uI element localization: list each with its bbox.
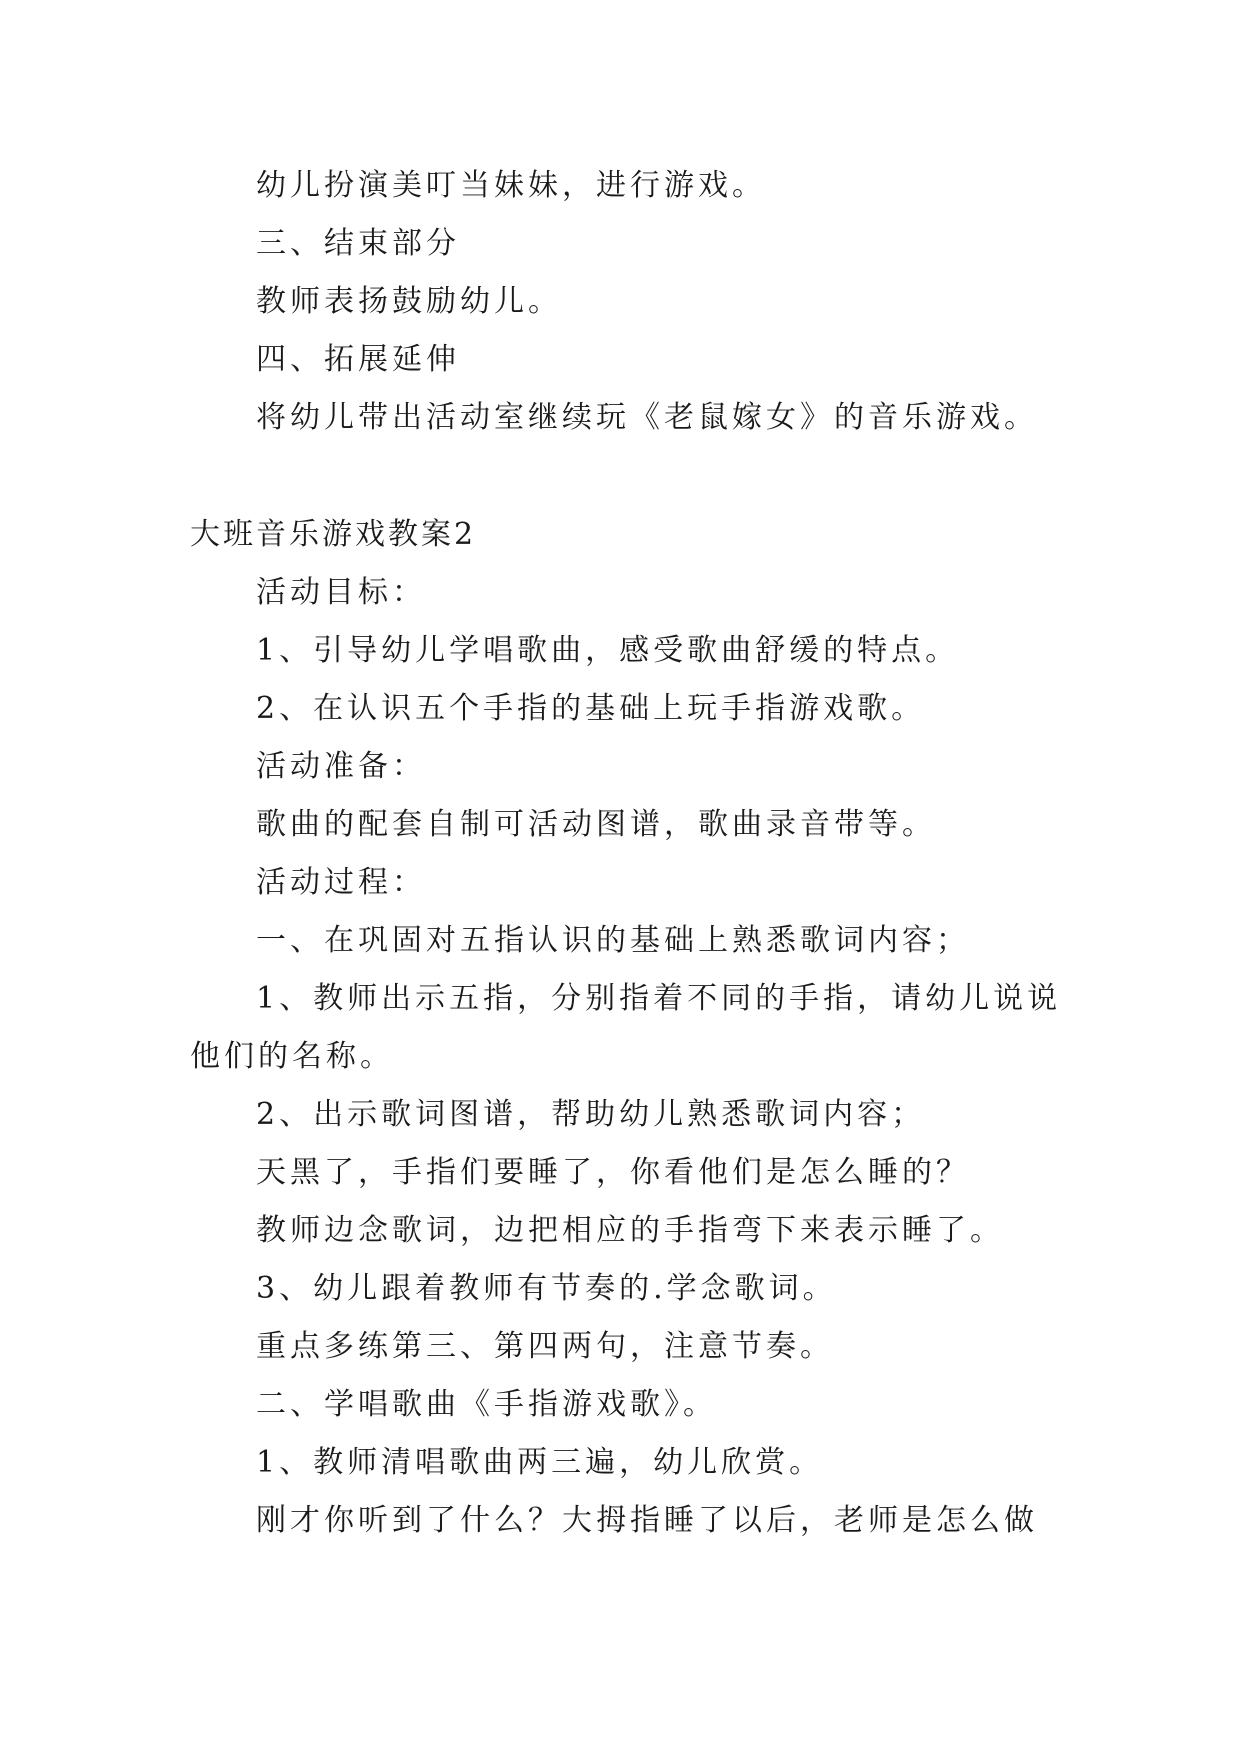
- paragraph-line: 一、在巩固对五指认识的基础上熟悉歌词内容；: [256, 923, 970, 958]
- paragraph-line: 教师表扬鼓励幼儿。: [256, 284, 562, 319]
- paragraph-line: 教师边念歌词，边把相应的手指弯下来表示睡了。: [256, 1213, 1004, 1248]
- paragraph-line: 幼儿扮演美叮当妹妹，进行游戏。: [256, 168, 766, 203]
- paragraph-line: 刚才你听到了什么？大拇指睡了以后，老师是怎么做: [256, 1503, 1038, 1538]
- paragraph-line: 1、教师清唱歌曲两三遍，幼儿欣赏。: [256, 1445, 824, 1480]
- section-heading: 四、拓展延伸: [256, 342, 460, 377]
- section-heading: 活动准备：: [256, 749, 426, 784]
- paragraph-line: 歌曲的配套自制可活动图谱，歌曲录音带等。: [256, 807, 936, 842]
- paragraph-line: 2、出示歌词图谱，帮助幼儿熟悉歌词内容；: [256, 1097, 926, 1132]
- paragraph-line: 2、在认识五个手指的基础上玩手指游戏歌。: [256, 691, 926, 726]
- section-heading: 活动过程：: [256, 865, 426, 900]
- paragraph-line: 1、教师出示五指，分别指着不同的手指，请幼儿说说: [256, 981, 1062, 1016]
- paragraph-line: 重点多练第三、第四两句，注意节奏。: [256, 1329, 834, 1364]
- section-heading: 三、结束部分: [256, 226, 460, 261]
- paragraph-line: 天黑了，手指们要睡了，你看他们是怎么睡的？: [256, 1155, 970, 1190]
- paragraph-line: 3、幼儿跟着教师有节奏的.学念歌词。: [256, 1271, 837, 1306]
- document-title: 大班音乐游戏教案2: [190, 517, 477, 552]
- paragraph-line: 1、引导幼儿学唱歌曲，感受歌曲舒缓的特点。: [256, 633, 960, 668]
- paragraph-line: 二、学唱歌曲《手指游戏歌》。: [256, 1387, 717, 1422]
- paragraph-line: 他们的名称。: [190, 1039, 394, 1074]
- paragraph-line: 将幼儿带出活动室继续玩《老鼠嫁女》的音乐游戏。: [256, 400, 1038, 435]
- section-heading: 活动目标：: [256, 575, 426, 610]
